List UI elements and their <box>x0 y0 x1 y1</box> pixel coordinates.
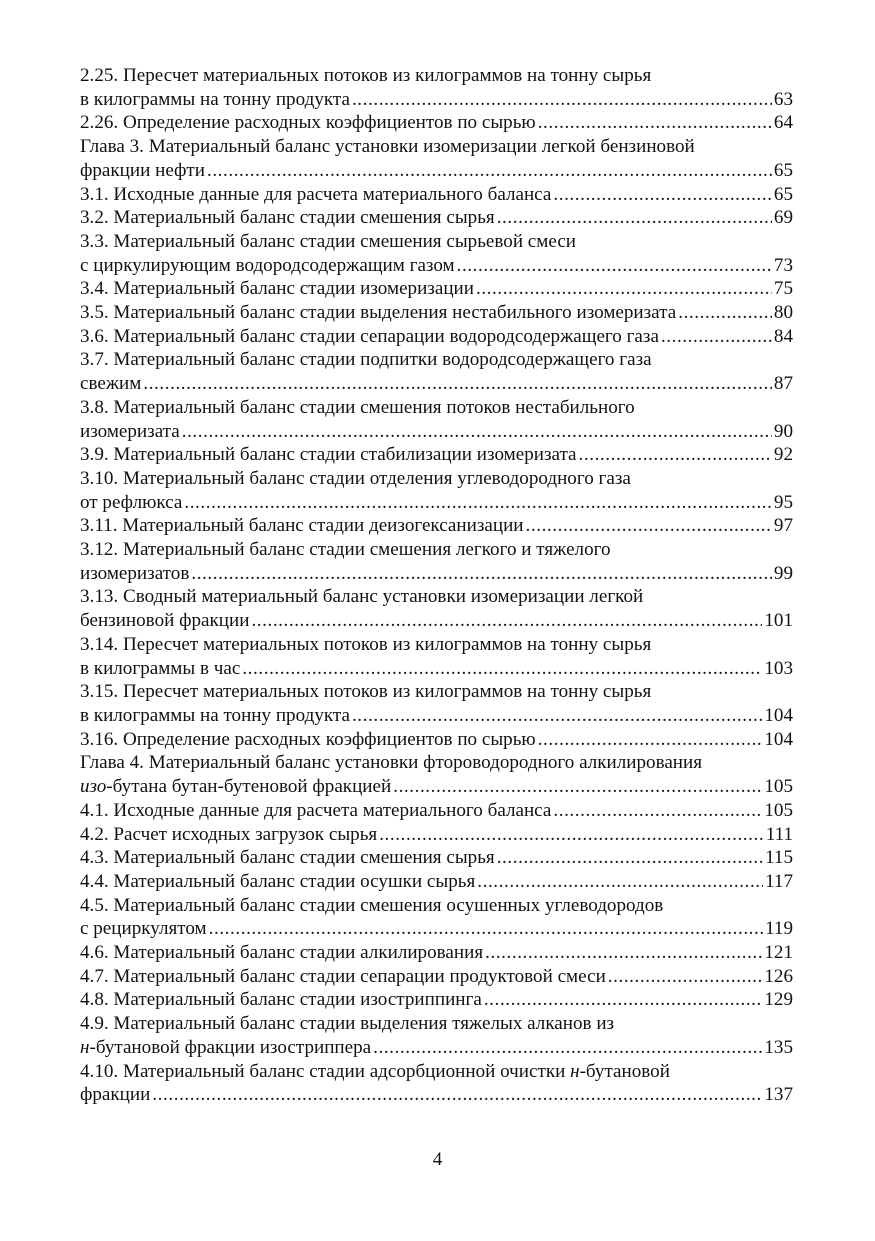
toc-page-number: 87 <box>773 373 793 395</box>
toc-page-number: 129 <box>764 989 793 1011</box>
dot-leader <box>477 870 763 894</box>
toc-page-number: 64 <box>773 112 793 134</box>
toc-entry-title-line: 2.26. Определение расходных коэффициентов по сырью <box>80 112 536 134</box>
toc-entry-row <box>80 183 793 207</box>
toc-entry-row <box>80 111 793 135</box>
dot-leader <box>352 88 772 112</box>
toc-entry-row <box>80 728 793 752</box>
dot-leader <box>497 206 772 230</box>
toc-entry-row <box>80 514 793 538</box>
dot-leader <box>191 562 772 586</box>
dot-leader <box>608 965 763 989</box>
toc-entry <box>80 751 793 798</box>
page-number: 4 <box>432 1149 443 1170</box>
dot-leader <box>457 254 772 278</box>
toc-entry-title-line: изомеризатов <box>80 562 190 584</box>
toc-entry-title-line: в килограммы на тонну продукта <box>80 88 350 110</box>
toc-entry <box>80 941 793 965</box>
toc-entry-row <box>80 1036 793 1060</box>
toc-entry-title-line: 3.13. Сводный материальный баланс установки изомеризации легкой <box>80 586 644 608</box>
toc-page-number: 105 <box>764 799 793 821</box>
toc-page-number: 75 <box>773 278 793 300</box>
toc-entry-title-line: 4.1. Исходные данные для расчета материального баланса <box>80 799 552 821</box>
dot-leader <box>661 325 772 349</box>
toc-entry-title-line: 3.8. Материальный баланс стадии смешения потоков нестабильного <box>80 396 635 418</box>
toc-entry-row <box>80 846 793 870</box>
toc-entry-row <box>80 562 793 586</box>
toc-entry-row <box>80 491 793 515</box>
toc-page-number: 135 <box>764 1036 793 1058</box>
toc-entry-title-line: 4.2. Расчет исходных загрузок сырья <box>80 823 378 845</box>
toc-entry-row <box>80 372 793 396</box>
dot-leader <box>553 183 772 207</box>
toc-page-number: 111 <box>765 823 793 845</box>
toc-entry-title-line: 4.10. Материальный баланс стадии адсорбционной очистки н-бутановой <box>80 1060 670 1082</box>
toc-entry-title-line: свежим <box>80 373 142 395</box>
toc-entry <box>80 633 793 680</box>
toc-entry-row <box>80 988 793 1012</box>
toc-entry <box>80 680 793 727</box>
dot-leader <box>373 1036 762 1060</box>
toc-entry <box>80 823 793 847</box>
toc-entry <box>80 467 793 514</box>
toc-entry-title-line: 3.2. Материальный баланс стадии смешения сырья <box>80 207 495 229</box>
dot-leader <box>476 277 772 301</box>
toc-entry <box>80 894 793 941</box>
toc-entry-title-line: с циркулирующим водородсодержащим газом <box>80 254 455 276</box>
dot-leader <box>182 420 772 444</box>
toc-page-number: 69 <box>773 207 793 229</box>
toc-page-number: 117 <box>765 870 793 892</box>
dot-leader <box>678 301 772 325</box>
toc-page-number: 90 <box>773 420 793 442</box>
toc-entry <box>80 728 793 752</box>
toc-entry-title-line: 3.9. Материальный баланс стадии стабилизации изомеризата <box>80 444 577 466</box>
toc-entry <box>80 277 793 301</box>
dot-leader <box>207 159 772 183</box>
toc-entry-row <box>80 917 793 941</box>
toc-entry-title-line: 3.10. Материальный баланс стадии отделения углеводородного газа <box>80 467 631 489</box>
toc-page-number: 63 <box>773 88 793 110</box>
toc-entry-title-line: изомеризата <box>80 420 180 442</box>
toc-entry-row <box>80 301 793 325</box>
toc-entry-row <box>80 823 793 847</box>
toc-entry-title-line: Глава 4. Материальный баланс установки фтороводородного алкилирования <box>80 752 703 774</box>
dot-leader <box>352 704 762 728</box>
table-of-contents <box>80 64 793 1107</box>
toc-page-number: 73 <box>773 254 793 276</box>
toc-entry <box>80 965 793 989</box>
toc-page-number: 137 <box>764 1084 793 1106</box>
dot-leader <box>393 775 762 799</box>
toc-entry <box>80 846 793 870</box>
toc-page-number: 119 <box>765 918 793 940</box>
toc-entry-title-line: 3.1. Исходные данные для расчета материального баланса <box>80 183 552 205</box>
toc-entry <box>80 870 793 894</box>
toc-page-number: 65 <box>773 183 793 205</box>
dot-leader <box>579 443 772 467</box>
toc-entry-row <box>80 775 793 799</box>
dot-leader <box>379 823 764 847</box>
toc-entry-title-line: от рефлюкса <box>80 491 183 513</box>
toc-entry <box>80 135 793 182</box>
toc-entry-title-line: 4.3. Материальный баланс стадии смешения сырья <box>80 847 495 869</box>
toc-entry-row <box>80 704 793 728</box>
toc-entry <box>80 443 793 467</box>
toc-page-number: 126 <box>764 965 793 987</box>
toc-entry-title-line: 4.7. Материальный баланс стадии сепарации продуктовой смеси <box>80 965 606 987</box>
toc-entry <box>80 325 793 349</box>
dot-leader <box>484 988 763 1012</box>
toc-entry-title-line: фракции <box>80 1084 151 1106</box>
toc-entry <box>80 799 793 823</box>
toc-entry <box>80 348 793 395</box>
toc-entry-row <box>80 609 793 633</box>
toc-entry-title-line: с рециркулятом <box>80 918 207 940</box>
toc-entry-title-line: 4.9. Материальный баланс стадии выделения тяжелых алканов из <box>80 1013 615 1035</box>
dot-leader <box>538 111 772 135</box>
toc-entry-title-line: изо-бутана бутан-бутеновой фракцией <box>80 776 392 798</box>
toc-entry-row <box>80 88 793 112</box>
toc-entry <box>80 111 793 135</box>
dot-leader <box>538 728 763 752</box>
toc-entry-row <box>80 657 793 681</box>
toc-entry-title-line: 3.4. Материальный баланс стадии изомеризации <box>80 278 474 300</box>
toc-entry-title-line: 3.11. Материальный баланс стадии деизогексанизации <box>80 515 524 537</box>
toc-entry-title-line: Глава 3. Материальный баланс установки изомеризации легкой бензиновой <box>80 136 695 158</box>
toc-entry-row <box>80 965 793 989</box>
toc-entry-title-line: 3.3. Материальный баланс стадии смешения сырьевой смеси <box>80 230 577 252</box>
toc-entry-row <box>80 1083 793 1107</box>
toc-page-number: 121 <box>764 942 793 964</box>
toc-entry <box>80 1060 793 1107</box>
toc-entry-title-line: 4.6. Материальный баланс стадии алкилирования <box>80 942 484 964</box>
toc-entry-title-line: 3.16. Определение расходных коэффициентов по сырью <box>80 728 536 750</box>
toc-entry-title-line: бензиновой фракции <box>80 610 250 632</box>
toc-entry-row <box>80 941 793 965</box>
toc-page-number: 80 <box>773 302 793 324</box>
toc-entry <box>80 988 793 1012</box>
toc-entry-row <box>80 799 793 823</box>
toc-entry-title-line: н-бутановой фракции изостриппера <box>80 1036 372 1058</box>
toc-entry-title-line: 4.8. Материальный баланс стадии изостриппинга <box>80 989 482 1011</box>
dot-leader <box>152 1083 762 1107</box>
toc-page-number: 65 <box>773 159 793 181</box>
toc-page-number: 115 <box>765 847 793 869</box>
toc-entry <box>80 585 793 632</box>
dot-leader <box>553 799 762 823</box>
toc-page-number: 103 <box>764 657 793 679</box>
toc-entry <box>80 396 793 443</box>
toc-entry-row <box>80 254 793 278</box>
toc-page-number: 105 <box>764 776 793 798</box>
toc-entry-title-line: 3.5. Материальный баланс стадии выделения нестабильного изомеризата <box>80 302 677 324</box>
toc-entry-title-line: в килограммы в час <box>80 657 241 679</box>
toc-page-number: 101 <box>764 610 793 632</box>
dot-leader <box>485 941 762 965</box>
toc-entry-title-line: 3.14. Пересчет материальных потоков из килограммов на тонну сырья <box>80 633 652 655</box>
toc-entry-title-line: 3.6. Материальный баланс стадии сепарации водородсодержащего газа <box>80 325 659 347</box>
toc-entry-title-line: 3.7. Материальный баланс стадии подпитки водородсодержащего газа <box>80 349 652 371</box>
toc-entry-row <box>80 420 793 444</box>
toc-entry <box>80 301 793 325</box>
toc-entry <box>80 64 793 111</box>
toc-entry-title-line: 3.12. Материальный баланс стадии смешения легкого и тяжелого <box>80 539 611 561</box>
dot-leader <box>497 846 763 870</box>
toc-page-number: 97 <box>773 515 793 537</box>
dot-leader <box>209 917 763 941</box>
toc-entry-title-line: 2.25. Пересчет материальных потоков из килограммов на тонну сырья <box>80 65 652 86</box>
toc-page-number: 84 <box>773 325 793 347</box>
dot-leader <box>184 491 772 515</box>
toc-entry-title-line: в килограммы на тонну продукта <box>80 704 350 726</box>
toc-entry-row <box>80 159 793 183</box>
toc-page-number: 104 <box>764 728 793 750</box>
toc-entry-title-line: 4.5. Материальный баланс стадии смешения осушенных углеводородов <box>80 894 664 916</box>
toc-entry-row <box>80 206 793 230</box>
dot-leader <box>242 657 762 681</box>
toc-entry-title-line: 3.15. Пересчет материальных потоков из килограммов на тонну сырья <box>80 681 652 703</box>
toc-entry <box>80 206 793 230</box>
dot-leader <box>526 514 772 538</box>
toc-entry-row <box>80 870 793 894</box>
toc-entry-title-line: фракции нефти <box>80 159 205 181</box>
toc-entry <box>80 230 793 277</box>
toc-entry-title-line: 4.4. Материальный баланс стадии осушки сырья <box>80 870 476 892</box>
toc-entry <box>80 1012 793 1059</box>
toc-entry <box>80 514 793 538</box>
toc-page-number: 95 <box>773 491 793 513</box>
toc-entry <box>80 183 793 207</box>
dot-leader <box>251 609 762 633</box>
toc-entry-row <box>80 325 793 349</box>
toc-page-number: 99 <box>773 562 793 584</box>
toc-page-number: 104 <box>764 704 793 726</box>
toc-entry <box>80 538 793 585</box>
toc-entry-row <box>80 443 793 467</box>
toc-entry-row <box>80 277 793 301</box>
dot-leader <box>143 372 772 396</box>
toc-page-number: 92 <box>773 444 793 466</box>
